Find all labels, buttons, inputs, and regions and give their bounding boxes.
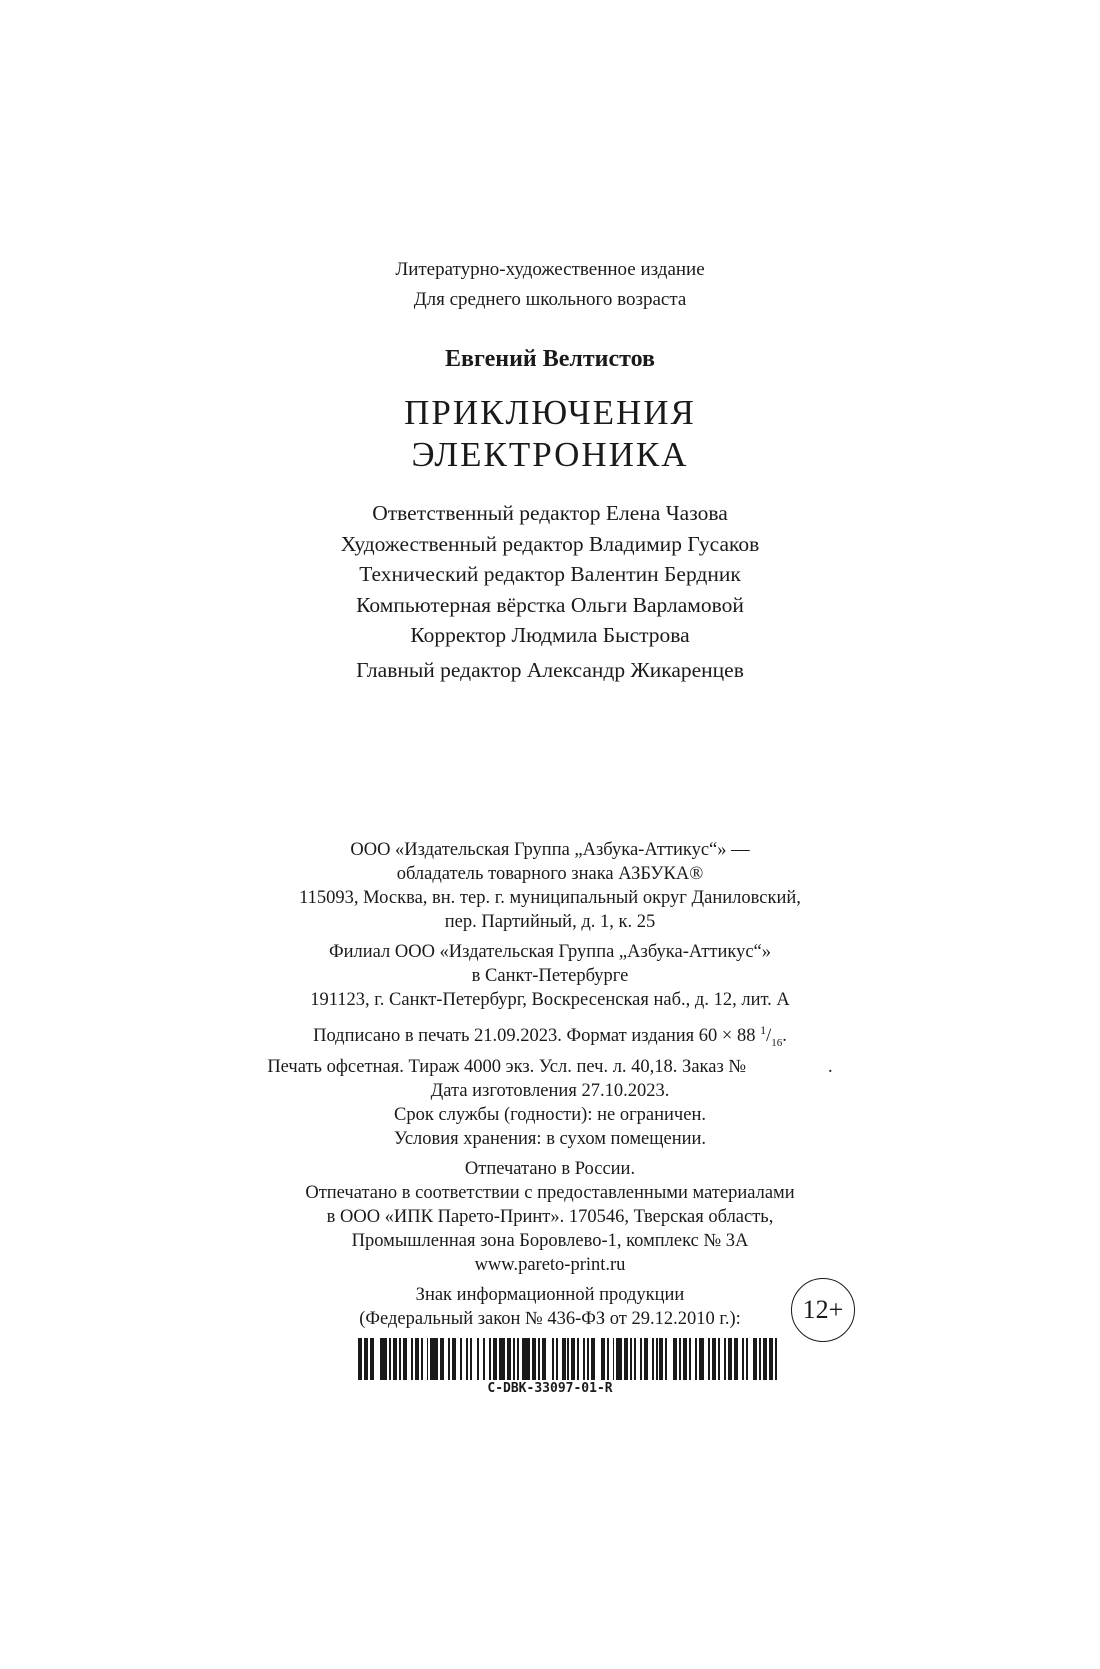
title-line-2: ЭЛЕКТРОНИКА xyxy=(411,435,689,474)
credit-technical-editor: Технический редактор Валентин Бердник xyxy=(359,562,741,586)
age-group-line: Для среднего школьного возраста xyxy=(413,289,687,310)
credit-layout: Компьютерная вёрстка Ольги Варламовой xyxy=(356,592,744,617)
branch-line-2: в Санкт-Петербурге xyxy=(471,966,629,986)
printer-website: www.pareto-print.ru xyxy=(474,1254,626,1275)
format-numerator: 1 xyxy=(760,1023,767,1037)
credit-proofreader: Корректор Людмила Быстрова xyxy=(410,623,690,647)
trademark-line: обладатель товарного знака АЗБУКА® xyxy=(396,864,704,884)
credit-art-editor: Художественный редактор Владимир Гусаков xyxy=(340,531,760,556)
printer-line-1: Отпечатано в соответствии с предоставленными материалами xyxy=(305,1182,795,1203)
signed-suffix: . xyxy=(782,1026,787,1047)
barcode-bar xyxy=(522,1338,530,1380)
title-line-1: ПРИКЛЮЧЕНИЯ xyxy=(404,393,696,432)
format-slash: / xyxy=(766,1026,772,1047)
signed-text: Подписано в печать 21.09.2023. Формат издания 60 × 88 xyxy=(313,1026,761,1047)
info-mark-line-1: Знак информационной продукции xyxy=(415,1284,685,1305)
credit-editor-in-chief: Главный редактор Александр Жикаренцев xyxy=(356,657,744,682)
credit-managing-editor: Ответственный редактор Елена Чазова xyxy=(372,501,728,525)
barcode-space xyxy=(777,1338,781,1380)
barcode-bar xyxy=(430,1338,438,1380)
genre-block xyxy=(0,255,1100,315)
signed-to-print-line xyxy=(0,1018,1100,1055)
age-rating-badge: 12+ xyxy=(791,1278,855,1342)
manufacture-date: Дата изготовления 27.10.2023. xyxy=(430,1080,670,1101)
branch-address: 191123, г. Санкт-Петербург, Воскресенская наб., д. 12, лит. А xyxy=(310,990,790,1010)
publisher-line: ООО «Издательская Группа „Азбука-Аттикус“» — xyxy=(350,840,750,860)
printer-line-2: в ООО «ИПК Парето-Принт». 170546, Тверская область, xyxy=(326,1206,774,1227)
barcode-caption: C-DBK-33097-01-R xyxy=(487,1381,613,1396)
author-name: Евгений Велтистов xyxy=(445,346,655,372)
credits-list xyxy=(0,498,1100,685)
book-title xyxy=(0,392,1100,476)
publisher-address-line-1: 115093, Москва, вн. тер. г. муниципальный округ Даниловский, xyxy=(299,888,801,908)
shelf-life: Срок службы (годности): не ограничен. xyxy=(394,1104,706,1125)
barcode xyxy=(358,1338,782,1380)
imprint-block xyxy=(0,838,1100,1331)
info-mark-line-2: (Федеральный закон № 436-ФЗ от 29.12.2010 г.): xyxy=(359,1308,741,1329)
print-run-text: Печать офсетная. Тираж 4000 экз. Усл. печ. л. 40,18. Заказ № xyxy=(267,1056,747,1077)
printer-line-3: Промышленная зона Боровлево-1, комплекс № 3А xyxy=(351,1230,749,1251)
storage-conditions: Условия хранения: в сухом помещении. xyxy=(393,1128,707,1149)
printed-in-russia: Отпечатано в России. xyxy=(464,1158,636,1179)
publisher-address-line-2: пер. Партийный, д. 1, к. 25 xyxy=(444,912,656,932)
print-run-suffix: . xyxy=(828,1056,833,1077)
print-run-line xyxy=(0,1055,1100,1079)
format-denominator: 16 xyxy=(771,1036,783,1049)
branch-line-1: Филиал ООО «Издательская Группа „Азбука-Аттикус“» xyxy=(328,942,772,962)
genre-line: Литературно-художественное издание xyxy=(395,259,705,280)
barcode-bar xyxy=(380,1338,388,1380)
